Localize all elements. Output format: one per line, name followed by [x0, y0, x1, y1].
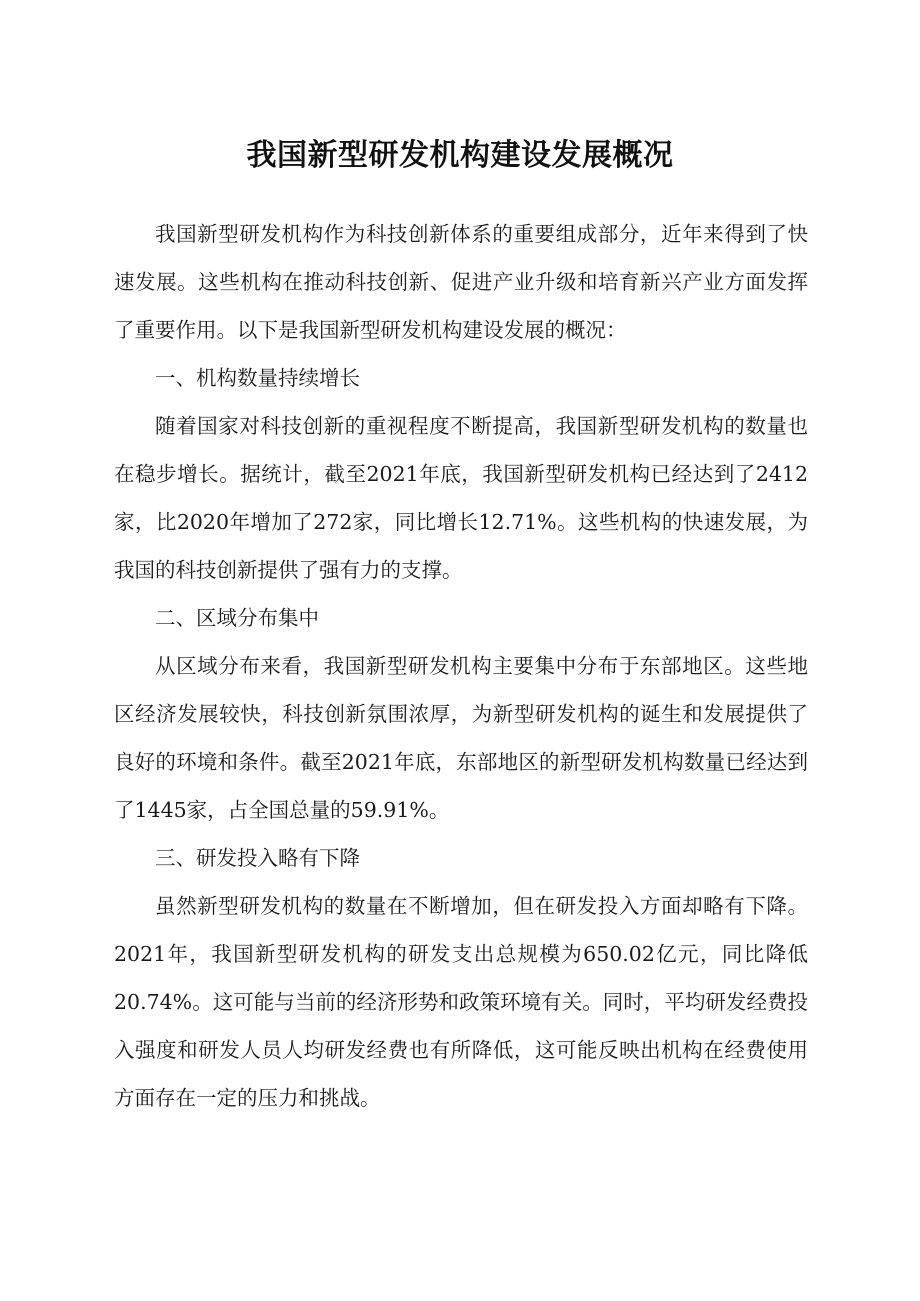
- section-heading-1: 一、机构数量持续增长: [155, 366, 360, 390]
- section-1-paragraph: 随着国家对科技创新的重视程度不断提高，我国新型研发机构的数量也在稳步增长。据统计，截至2021年底，我国新型研发机构已经达到了2412家，比2020年增加了272家，同比增长12.71%。这些机构的快速发展，为我国的科技创新提供了强有力的支撑。: [114, 414, 808, 582]
- section-heading-3: 三、研发投入略有下降: [155, 846, 360, 870]
- document-body: [114, 210, 808, 1122]
- section-heading-2: 二、区域分布集中: [155, 606, 319, 630]
- section-3-paragraph: 虽然新型研发机构的数量在不断增加，但在研发投入方面却略有下降。2021年，我国新型研发机构的研发支出总规模为650.02亿元，同比降低20.74%。这可能与当前的经济形势和政策环境有关。同时，平均研发经费投入强度和研发人员人均研发经费也有所降低，这可能反映出机构在经费使用方面存在一定的压力和挑战。: [114, 894, 808, 1110]
- intro-paragraph: 我国新型研发机构作为科技创新体系的重要组成部分，近年来得到了快速发展。这些机构在推动科技创新、促进产业升级和培育新兴产业方面发挥了重要作用。以下是我国新型研发机构建设发展的概况：: [114, 222, 808, 342]
- section-2-paragraph: 从区域分布来看，我国新型研发机构主要集中分布于东部地区。这些地区经济发展较快，科技创新氛围浓厚，为新型研发机构的诞生和发展提供了良好的环境和条件。截至2021年底，东部地区的新型研发机构数量已经达到了1445家，占全国总量的59.91%。: [114, 654, 808, 822]
- document-title: 我国新型研发机构建设发展概况: [246, 138, 674, 174]
